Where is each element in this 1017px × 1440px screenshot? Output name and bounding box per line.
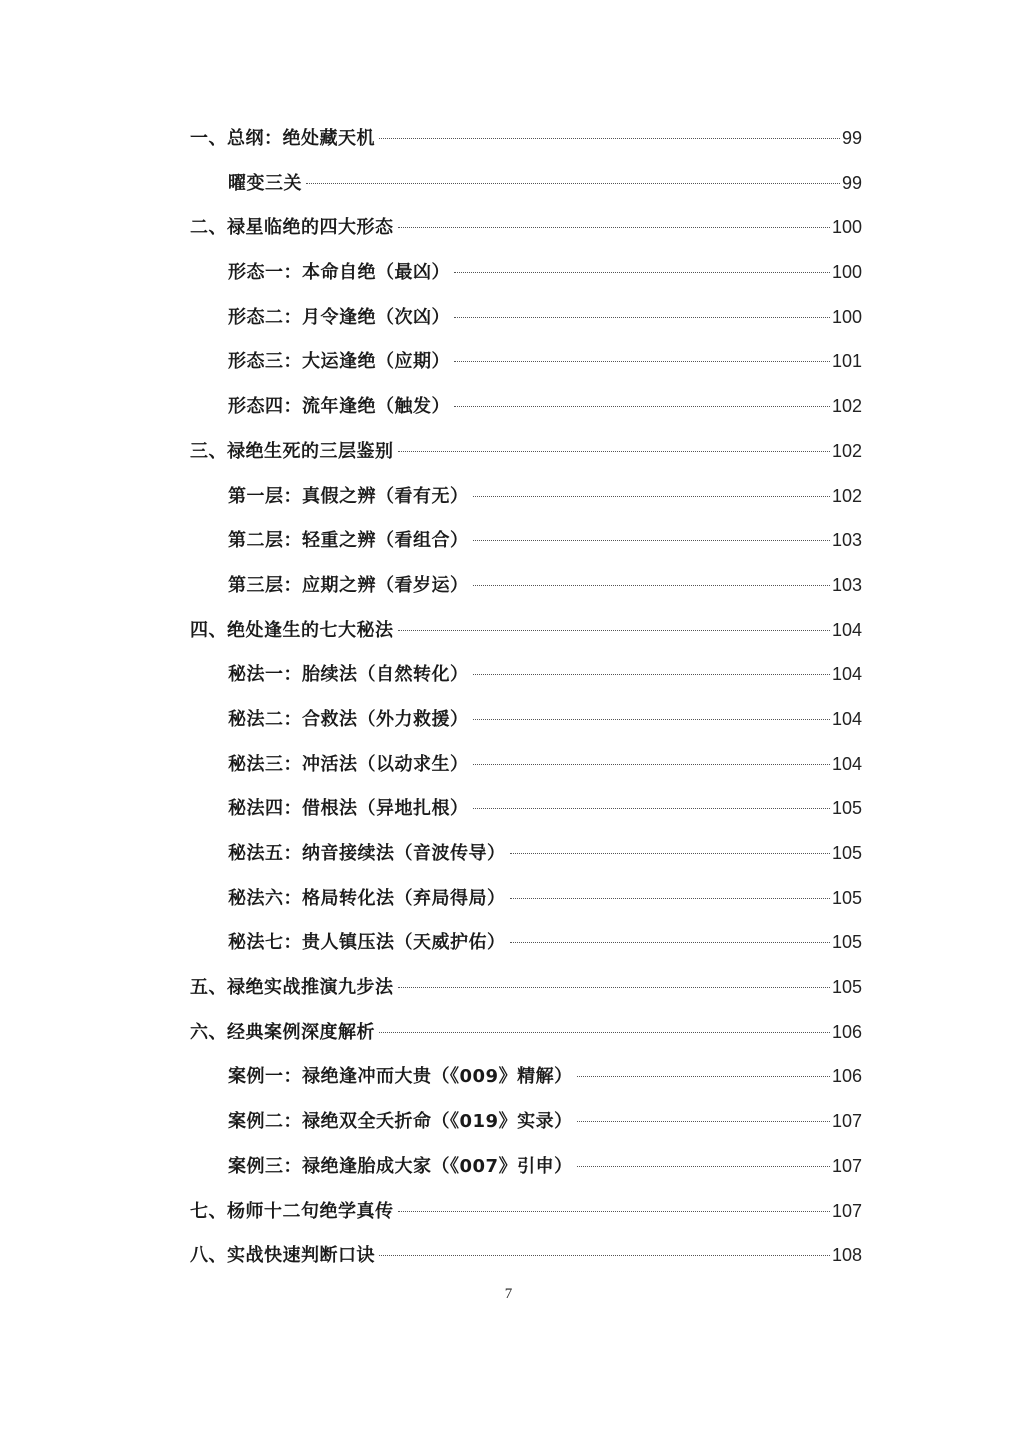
- toc-page-number: 101: [831, 351, 862, 372]
- toc-chapter-entry[interactable]: [190, 965, 862, 1010]
- dot-leader: [473, 763, 830, 765]
- dot-leader: [510, 852, 830, 854]
- toc-entry-title: 形态三：大运逢绝（应期）: [228, 351, 450, 373]
- toc-entry-title: 三、禄绝生死的三层鉴别: [190, 440, 394, 462]
- dot-leader: [398, 629, 830, 631]
- toc-page-number: 99: [841, 172, 862, 193]
- toc-entry-title: 形态四：流年逢绝（触发）: [228, 396, 450, 418]
- toc-section-entry[interactable]: [190, 652, 862, 697]
- toc-section-entry[interactable]: [190, 831, 862, 876]
- dot-leader: [398, 450, 830, 452]
- toc-section-entry[interactable]: [190, 1144, 862, 1189]
- toc-entry-title: 秘法七：贵人镇压法（天威护佑）: [228, 932, 506, 954]
- toc-page-number: 107: [831, 1111, 862, 1132]
- toc-page-number: 100: [831, 217, 862, 238]
- toc-entry-title: 第二层：轻重之辨（看组合）: [228, 530, 469, 552]
- toc-chapter-entry[interactable]: [190, 429, 862, 474]
- dot-leader: [473, 495, 830, 497]
- dot-leader: [473, 718, 830, 720]
- toc-section-entry[interactable]: [190, 1099, 862, 1144]
- toc-page-number: 99: [841, 128, 862, 148]
- toc-chapter-entry[interactable]: [190, 116, 862, 161]
- toc-entry-title: 五、禄绝实战推演九步法: [190, 977, 394, 999]
- toc-page-number: 104: [831, 708, 862, 729]
- dot-leader: [510, 941, 830, 943]
- toc-entry-title: 秘法三：冲活法（以动求生）: [228, 753, 469, 775]
- toc-page-number: 104: [831, 619, 862, 640]
- toc-entry-title: 案例三：禄绝逢胎成大家（《007》引申）: [228, 1155, 573, 1177]
- toc-page-number: 105: [831, 977, 862, 998]
- toc-section-entry[interactable]: [190, 1054, 862, 1099]
- toc-chapter-entry[interactable]: [190, 1189, 862, 1234]
- toc-entry-title: 秘法六：格局转化法（弃局得局）: [228, 887, 506, 909]
- toc-page-number: 105: [831, 798, 862, 819]
- dot-leader: [454, 271, 830, 273]
- toc-page-number: 104: [831, 664, 862, 685]
- dot-leader: [379, 137, 840, 139]
- toc-entry-title: 秘法二：合救法（外力救援）: [228, 708, 469, 730]
- toc-entry-title: 秘法一：胎续法（自然转化）: [228, 664, 469, 686]
- toc-page-number: 106: [831, 1021, 862, 1042]
- toc-entry-title: 案例二：禄绝双全夭折命（《019》实录）: [228, 1111, 573, 1133]
- toc-section-entry[interactable]: [190, 876, 862, 921]
- toc-entry-title: 曜变三关: [228, 172, 302, 194]
- toc-entry-title: 秘法五：纳音接续法（音波传导）: [228, 843, 506, 864]
- toc-section-entry[interactable]: [190, 161, 862, 206]
- dot-leader: [473, 807, 830, 809]
- toc-section-entry[interactable]: [190, 250, 862, 295]
- toc-page-number: 108: [831, 1245, 862, 1266]
- toc-page-number: 103: [831, 530, 862, 551]
- toc-chapter-entry[interactable]: [190, 205, 862, 250]
- dot-leader: [577, 1120, 830, 1122]
- toc-chapter-entry[interactable]: [190, 608, 862, 653]
- dot-leader: [577, 1075, 830, 1077]
- toc-entry-title: 六、经典案例深度解析: [190, 1021, 375, 1043]
- toc-page-number: 103: [831, 574, 862, 595]
- toc-entry-title: 第三层：应期之辨（看岁运）: [228, 574, 469, 596]
- toc-section-entry[interactable]: [190, 295, 862, 340]
- toc-entry-title: 第一层：真假之辨（看有无）: [228, 485, 469, 507]
- toc-section-entry[interactable]: [190, 474, 862, 519]
- toc-page-number: 107: [831, 1155, 862, 1176]
- toc-page-number: 107: [831, 1200, 862, 1221]
- toc-section-entry[interactable]: [190, 920, 862, 965]
- toc-section-entry[interactable]: [190, 786, 862, 831]
- toc-page-number: 102: [831, 440, 862, 461]
- toc-entry-title: 八、实战快速判断口诀: [190, 1245, 375, 1267]
- toc-entry-title: 形态一：本命自绝（最凶）: [228, 262, 450, 284]
- toc-section-entry[interactable]: [190, 384, 862, 429]
- toc-section-entry[interactable]: [190, 518, 862, 563]
- dot-leader: [398, 226, 830, 228]
- dot-leader: [473, 584, 830, 586]
- toc-chapter-entry[interactable]: [190, 1233, 862, 1278]
- toc-page-number: 102: [831, 485, 862, 506]
- toc-page-number: 105: [831, 887, 862, 908]
- dot-leader: [454, 360, 830, 362]
- dot-leader: [306, 182, 840, 184]
- toc-page-number: 100: [831, 262, 862, 283]
- dot-leader: [379, 1031, 830, 1033]
- toc-section-entry[interactable]: [190, 697, 862, 742]
- footer-page-number: 7: [504, 1286, 513, 1302]
- toc-entry-title: 秘法四：借根法（异地扎根）: [228, 798, 469, 820]
- dot-leader: [454, 316, 830, 318]
- toc-entry-title: 案例一：禄绝逢冲而大贵（《009》精解）: [228, 1066, 573, 1088]
- toc-page-number: 105: [831, 932, 862, 953]
- toc-section-entry[interactable]: [190, 563, 862, 608]
- toc-entry-title: 一、总纲：绝处藏天机: [190, 128, 375, 149]
- toc-page-number: 100: [831, 306, 862, 327]
- dot-leader: [473, 539, 830, 541]
- toc-entry-title: 形态二：月令逢绝（次凶）: [228, 306, 450, 328]
- dot-leader: [577, 1165, 830, 1167]
- toc-entry-title: 七、杨师十二句绝学真传: [190, 1200, 394, 1222]
- dot-leader: [510, 897, 830, 899]
- toc-section-entry[interactable]: [190, 742, 862, 787]
- toc-chapter-entry[interactable]: [190, 1010, 862, 1055]
- toc-page-number: 105: [831, 843, 862, 863]
- toc-entry-title: 二、禄星临绝的四大形态: [190, 217, 394, 239]
- table-of-contents: [190, 116, 862, 1278]
- dot-leader: [473, 673, 830, 675]
- dot-leader: [398, 1210, 830, 1212]
- dot-leader: [379, 1254, 830, 1256]
- toc-page-number: 106: [831, 1066, 862, 1087]
- toc-page-number: 104: [831, 753, 862, 774]
- dot-leader: [398, 986, 830, 988]
- dot-leader: [454, 405, 830, 407]
- toc-page-number: 102: [831, 396, 862, 417]
- toc-entry-title: 四、绝处逢生的七大秘法: [190, 619, 394, 641]
- toc-section-entry[interactable]: [190, 339, 862, 384]
